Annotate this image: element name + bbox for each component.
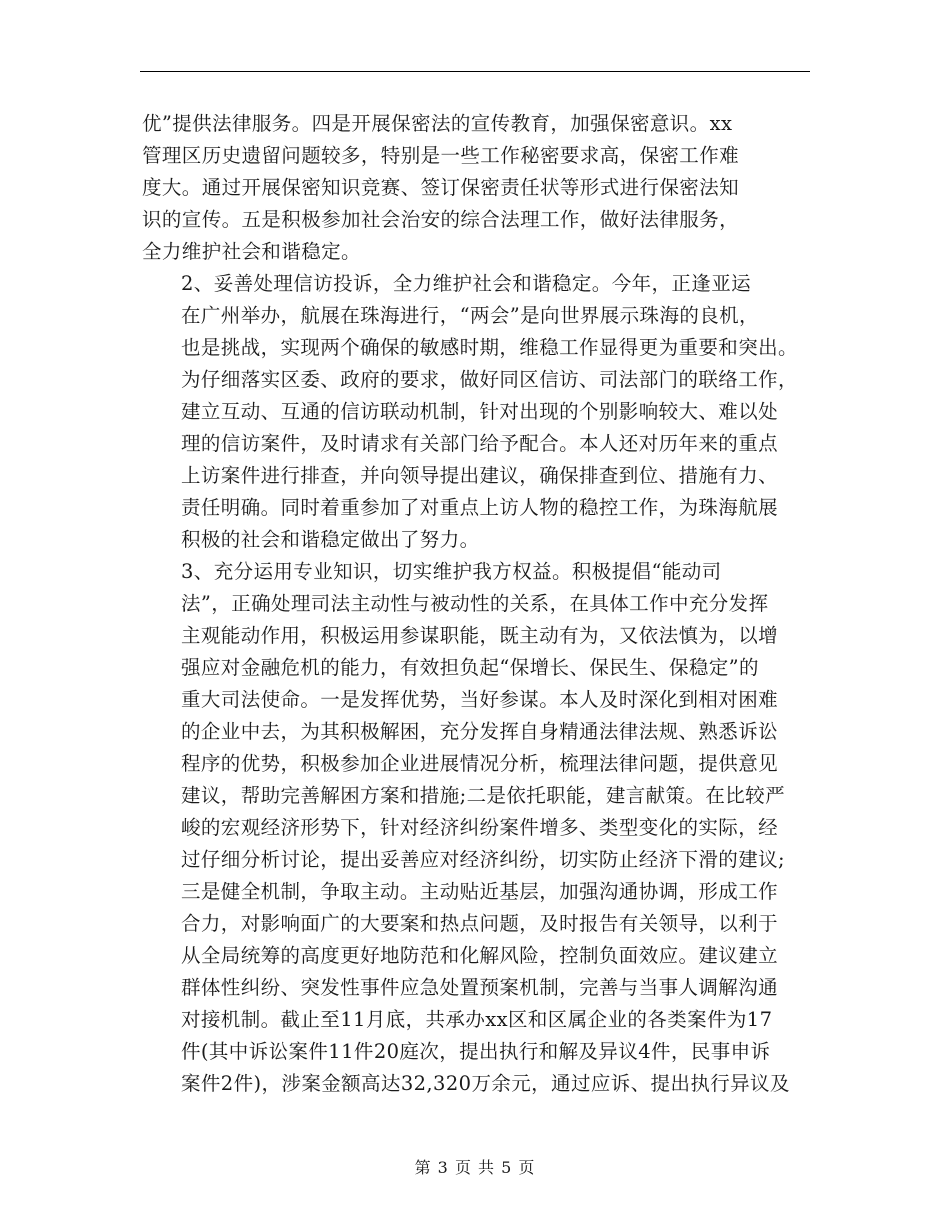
text-line: 上访案件进行排查，并向领导提出建议，确保排查到位、措施有力、 [181,464,779,487]
header-rule [140,71,810,72]
paragraph-2 [142,268,810,556]
text-line: 管理区历史遗留问题较多，特别是一些工作秘密要求高，保密工作难 [142,144,740,167]
text-line: 三是健全机制，争取主动。主动贴近基层，加强沟通协调，形成工作 [181,880,779,903]
text-line: 理的信访案件，及时请求有关部门给予配合。本人还对历年来的重点 [181,432,779,455]
paragraph-3 [142,556,810,1100]
document-body [142,108,810,1100]
text-line: 程序的优势，积极参加企业进展情况分析，梳理法律问题，提供意见 [181,752,779,775]
text-line: 也是挑战，实现两个确保的敏感时期，维稳工作显得更为重要和突出。 [181,336,798,359]
text-line: 群体性纠纷、突发性事件应急处置预案机制，完善与当事人调解沟通 [181,976,779,999]
text-line: 为仔细落实区委、政府的要求，做好同区信访、司法部门的联络工作， [181,368,798,391]
text-line: 度大。通过开展保密知识竞赛、签订保密责任状等形式进行保密法知 [142,176,740,199]
text-line: 案件2件)，涉案金额高达32,320万余元，通过应诉、提出执行异议及 [181,1072,790,1095]
text-line: 2、妥善处理信访投诉，全力维护社会和谐稳定。今年，正逢亚运 [181,272,752,295]
text-line: 法”，正确处理司法主动性与被动性的关系，在具体工作中充分发挥 [181,592,769,615]
text-line: 对接机制。截止至11月底，共承办xx区和区属企业的各类案件为17 [181,1008,773,1031]
text-line: 责任明确。同时着重参加了对重点上访人物的稳控工作，为珠海航展 [181,496,779,519]
text-line: 过仔细分析讨论，提出妥善应对经济纠纷，切实防止经济下滑的建议; [181,848,785,871]
text-line: 件(其中诉讼案件11件20庭次，提出执行和解及异议4件，民事申诉 [181,1040,771,1063]
text-line: 积极的社会和谐稳定做出了努力。 [181,528,480,551]
text-line: 强应对金融危机的能力，有效担负起“保增长、保民生、保稳定”的 [181,656,759,679]
text-line: 的企业中去，为其积极解困，充分发挥自身精通法律法规、熟悉诉讼 [181,720,779,743]
text-line: 3、充分运用专业知识，切实维护我方权益。积极提倡“能动司 [181,560,722,583]
text-line: 全力维护社会和谐稳定。 [142,240,361,263]
text-line: 峻的宏观经济形势下，针对经济纠纷案件增多、类型变化的实际，经 [181,816,779,839]
text-line: 建议，帮助完善解困方案和措施;二是依托职能，建言献策。在比较严 [181,784,785,807]
text-line: 在广州举办，航展在珠海进行，“两会”是向世界展示珠海的良机， [181,304,759,327]
text-line: 重大司法使命。一是发挥优势，当好参谋。本人及时深化到相对困难 [181,688,779,711]
text-line: 合力，对影响面广的大要案和热点问题，及时报告有关领导，以利于 [181,912,779,935]
text-line: 建立互动、互通的信访联动机制，针对出现的个别影响较大、难以处 [181,400,779,423]
paragraph-1 [142,108,810,268]
text-line: 主观能动作用，积极运用参谋职能，既主动有为，又依法慎为，以增 [181,624,779,647]
text-line: 从全局统筹的高度更好地防范和化解风险，控制负面效应。建议建立 [181,944,779,967]
text-line: 识的宣传。五是积极参加社会治安的综合法理工作，做好法律服务， [142,208,740,231]
text-line: 优”提供法律服务。四是开展保密法的宣传教育，加强保密意识。xx [142,112,733,135]
page-number: 第 3 页 共 5 页 [414,1158,536,1177]
